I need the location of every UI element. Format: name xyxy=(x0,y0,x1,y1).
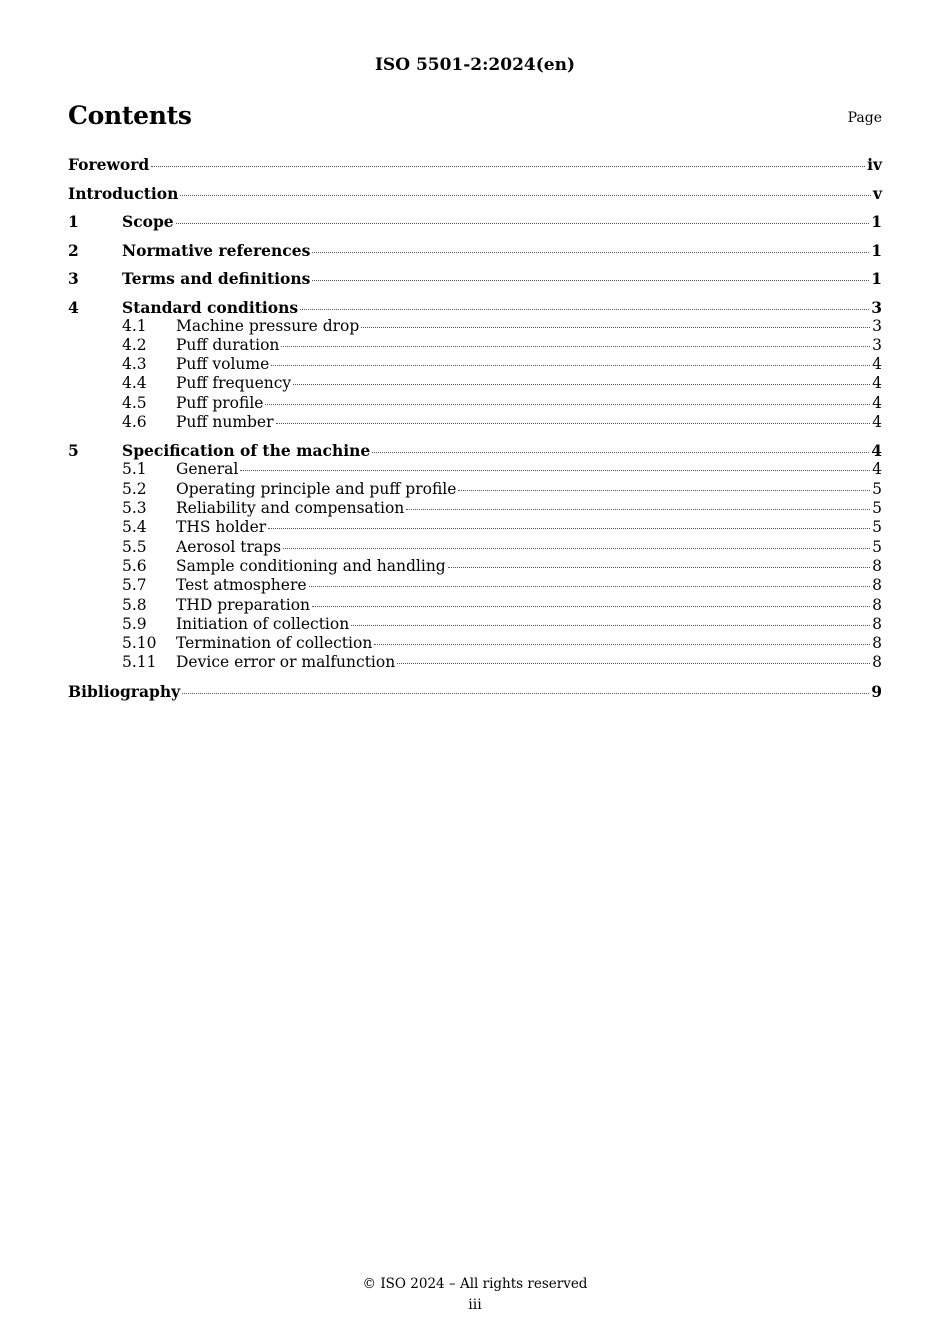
toc-subentry-4-4[interactable] xyxy=(68,374,882,393)
toc-subentry-5-10[interactable] xyxy=(68,634,882,653)
toc-subentry-4-2[interactable] xyxy=(68,336,882,355)
toc-entry-page: iv xyxy=(867,155,882,174)
toc-subentry-title: Machine pressure drop xyxy=(176,316,360,335)
toc-entry-title: Foreword xyxy=(68,155,150,174)
dot-leader xyxy=(268,527,870,529)
toc-subentry-4-6[interactable] xyxy=(68,413,882,441)
toc-subentry-page: 5 xyxy=(872,518,882,537)
toc-subentry-page: 8 xyxy=(872,595,882,614)
toc-entry-title: Standard conditions xyxy=(122,297,299,317)
toc-subentry-page: 8 xyxy=(872,614,882,633)
toc-entry-page: 9 xyxy=(871,681,882,701)
document-id: ISO 5501-2:2024(en) xyxy=(374,55,575,75)
toc-subentry-number: 5.8 xyxy=(122,595,147,614)
toc-entry-title: Bibliography xyxy=(68,681,181,701)
toc-entry-scope[interactable] xyxy=(68,211,882,240)
toc-subentry-title: Puff profile xyxy=(176,393,264,412)
toc-subentry-number: 5.5 xyxy=(122,537,147,556)
dot-leader xyxy=(406,508,870,510)
toc-subentry-number: 4.3 xyxy=(122,355,147,374)
dot-leader xyxy=(276,422,871,424)
toc-subentry-number: 4.5 xyxy=(122,393,147,412)
toc-subentry-5-5[interactable] xyxy=(68,538,882,557)
toc-entry-number: 2 xyxy=(68,240,79,260)
toc-subentry-page: 4 xyxy=(872,355,882,374)
dot-leader xyxy=(180,194,871,196)
toc-subentry-title: Puff volume xyxy=(176,355,270,374)
toc-subentry-page: 4 xyxy=(872,393,882,412)
toc-subentry-title: Sample conditioning and handling xyxy=(176,556,446,575)
toc-subentry-page: 8 xyxy=(872,576,882,595)
toc-entry-standard-conditions[interactable] xyxy=(68,297,882,317)
dot-leader xyxy=(283,547,870,549)
toc-subentry-5-11[interactable] xyxy=(68,653,882,681)
dot-leader xyxy=(265,403,870,405)
toc-subentry-page: 5 xyxy=(872,537,882,556)
toc-subentry-number: 4.1 xyxy=(122,316,147,335)
dot-leader xyxy=(182,692,869,694)
dot-leader xyxy=(374,643,870,645)
toc-subentry-5-6[interactable] xyxy=(68,557,882,576)
dot-leader xyxy=(281,345,870,347)
toc-subentry-title: Device error or malfunction xyxy=(176,653,396,672)
toc-subentry-title: Initiation of collection xyxy=(176,614,350,633)
dot-leader xyxy=(309,585,871,587)
dot-leader xyxy=(351,624,870,626)
dot-leader xyxy=(240,469,870,471)
toc-subentry-page: 5 xyxy=(872,479,882,498)
toc-entry-title: Specification of the machine xyxy=(122,441,371,461)
toc-subentry-number: 4.4 xyxy=(122,374,147,393)
toc-subentry-page: 4 xyxy=(872,412,882,431)
toc-subentry-title: Operating principle and puff profile xyxy=(176,479,457,498)
toc-subentry-title: Aerosol traps xyxy=(176,537,282,556)
contents-title: Contents xyxy=(68,101,192,130)
toc-subentry-number: 4.2 xyxy=(122,335,147,354)
toc-subentry-title: Puff number xyxy=(176,412,274,431)
toc-entry-title: Terms and definitions xyxy=(122,269,311,288)
dot-leader xyxy=(372,451,869,453)
toc-subentry-title: Termination of collection xyxy=(176,634,373,653)
toc-entry-title: Normative references xyxy=(122,240,311,260)
toc-subentry-4-3[interactable] xyxy=(68,355,882,374)
toc-subentry-5-2[interactable] xyxy=(68,480,882,499)
toc-subentry-5-4[interactable] xyxy=(68,518,882,537)
toc-entry-number: 1 xyxy=(68,212,79,231)
toc-subentry-number: 5.3 xyxy=(122,499,147,518)
toc-subentry-title: Test atmosphere xyxy=(176,576,307,595)
toc-entry-terms-and-definitions[interactable] xyxy=(68,268,882,297)
toc-entry-page: 1 xyxy=(871,269,882,288)
toc-subentry-5-1[interactable] xyxy=(68,460,882,479)
toc-entry-normative-references[interactable] xyxy=(68,240,882,269)
toc-entry-title: Scope xyxy=(122,212,174,231)
toc-entry-bibliography[interactable] xyxy=(68,681,882,710)
toc-subentry-number: 5.4 xyxy=(122,518,147,537)
toc-subentry-title: General xyxy=(176,460,239,479)
dot-leader xyxy=(448,566,870,568)
dot-leader xyxy=(176,222,870,224)
toc-subentry-5-8[interactable] xyxy=(68,596,882,615)
toc-subentry-number: 4.6 xyxy=(122,412,147,431)
toc-subentry-number: 5.6 xyxy=(122,556,147,575)
toc-entry-number: 3 xyxy=(68,269,79,288)
toc-subentry-page: 3 xyxy=(872,335,882,354)
toc-subentry-page: 3 xyxy=(872,316,882,335)
toc-subentry-title: Reliability and compensation xyxy=(176,499,405,518)
page-column-label: Page xyxy=(847,110,882,126)
toc-subentry-page: 8 xyxy=(872,634,882,653)
toc-subentry-number: 5.9 xyxy=(122,614,147,633)
toc-entry-number: 5 xyxy=(68,441,79,461)
toc-entry-specification-of-the-machine[interactable] xyxy=(68,440,882,460)
toc-subentry-5-7[interactable] xyxy=(68,576,882,595)
toc-entry-number: 4 xyxy=(68,297,79,317)
toc-subentry-title: THD preparation xyxy=(176,595,311,614)
toc-subentry-number: 5.2 xyxy=(122,479,147,498)
toc-entry-foreword[interactable] xyxy=(68,154,882,183)
dot-leader xyxy=(300,308,869,310)
toc-subentry-4-1[interactable] xyxy=(68,317,882,336)
toc-entry-page: 3 xyxy=(871,297,882,317)
toc-subentry-title: THS holder xyxy=(176,518,267,537)
table-of-contents xyxy=(68,154,882,709)
toc-entry-title: Introduction xyxy=(68,183,179,203)
toc-subentry-title: Puff duration xyxy=(176,335,280,354)
toc-entry-page: 1 xyxy=(871,212,882,231)
toc-subentry-number: 5.11 xyxy=(122,653,157,672)
toc-subentry-number: 5.7 xyxy=(122,576,147,595)
toc-subentry-page: 4 xyxy=(872,460,882,479)
toc-subentry-number: 5.10 xyxy=(122,634,157,653)
dot-leader xyxy=(271,364,870,366)
toc-subentry-page: 8 xyxy=(872,556,882,575)
dot-leader xyxy=(312,605,870,607)
toc-subentry-page: 5 xyxy=(872,499,882,518)
toc-entry-page: 1 xyxy=(871,240,882,260)
page-number: iii xyxy=(468,1297,482,1313)
toc-subentry-4-5[interactable] xyxy=(68,394,882,413)
dot-leader xyxy=(397,662,870,664)
toc-entry-page: 4 xyxy=(871,441,882,461)
dot-leader xyxy=(312,251,869,253)
toc-entry-page: v xyxy=(872,183,882,203)
dot-leader xyxy=(151,165,865,167)
toc-entry-introduction[interactable] xyxy=(68,183,882,212)
toc-subentry-number: 5.1 xyxy=(122,460,147,479)
dot-leader xyxy=(361,326,870,328)
dot-leader xyxy=(458,489,870,491)
toc-subentry-page: 4 xyxy=(872,374,882,393)
toc-subentry-title: Puff frequency xyxy=(176,374,292,393)
dot-leader xyxy=(312,279,869,281)
toc-subentry-5-9[interactable] xyxy=(68,615,882,634)
copyright-notice: © ISO 2024 – All rights reserved xyxy=(362,1276,588,1292)
toc-subentry-page: 8 xyxy=(872,653,882,672)
dot-leader xyxy=(293,383,870,385)
toc-subentry-5-3[interactable] xyxy=(68,499,882,518)
